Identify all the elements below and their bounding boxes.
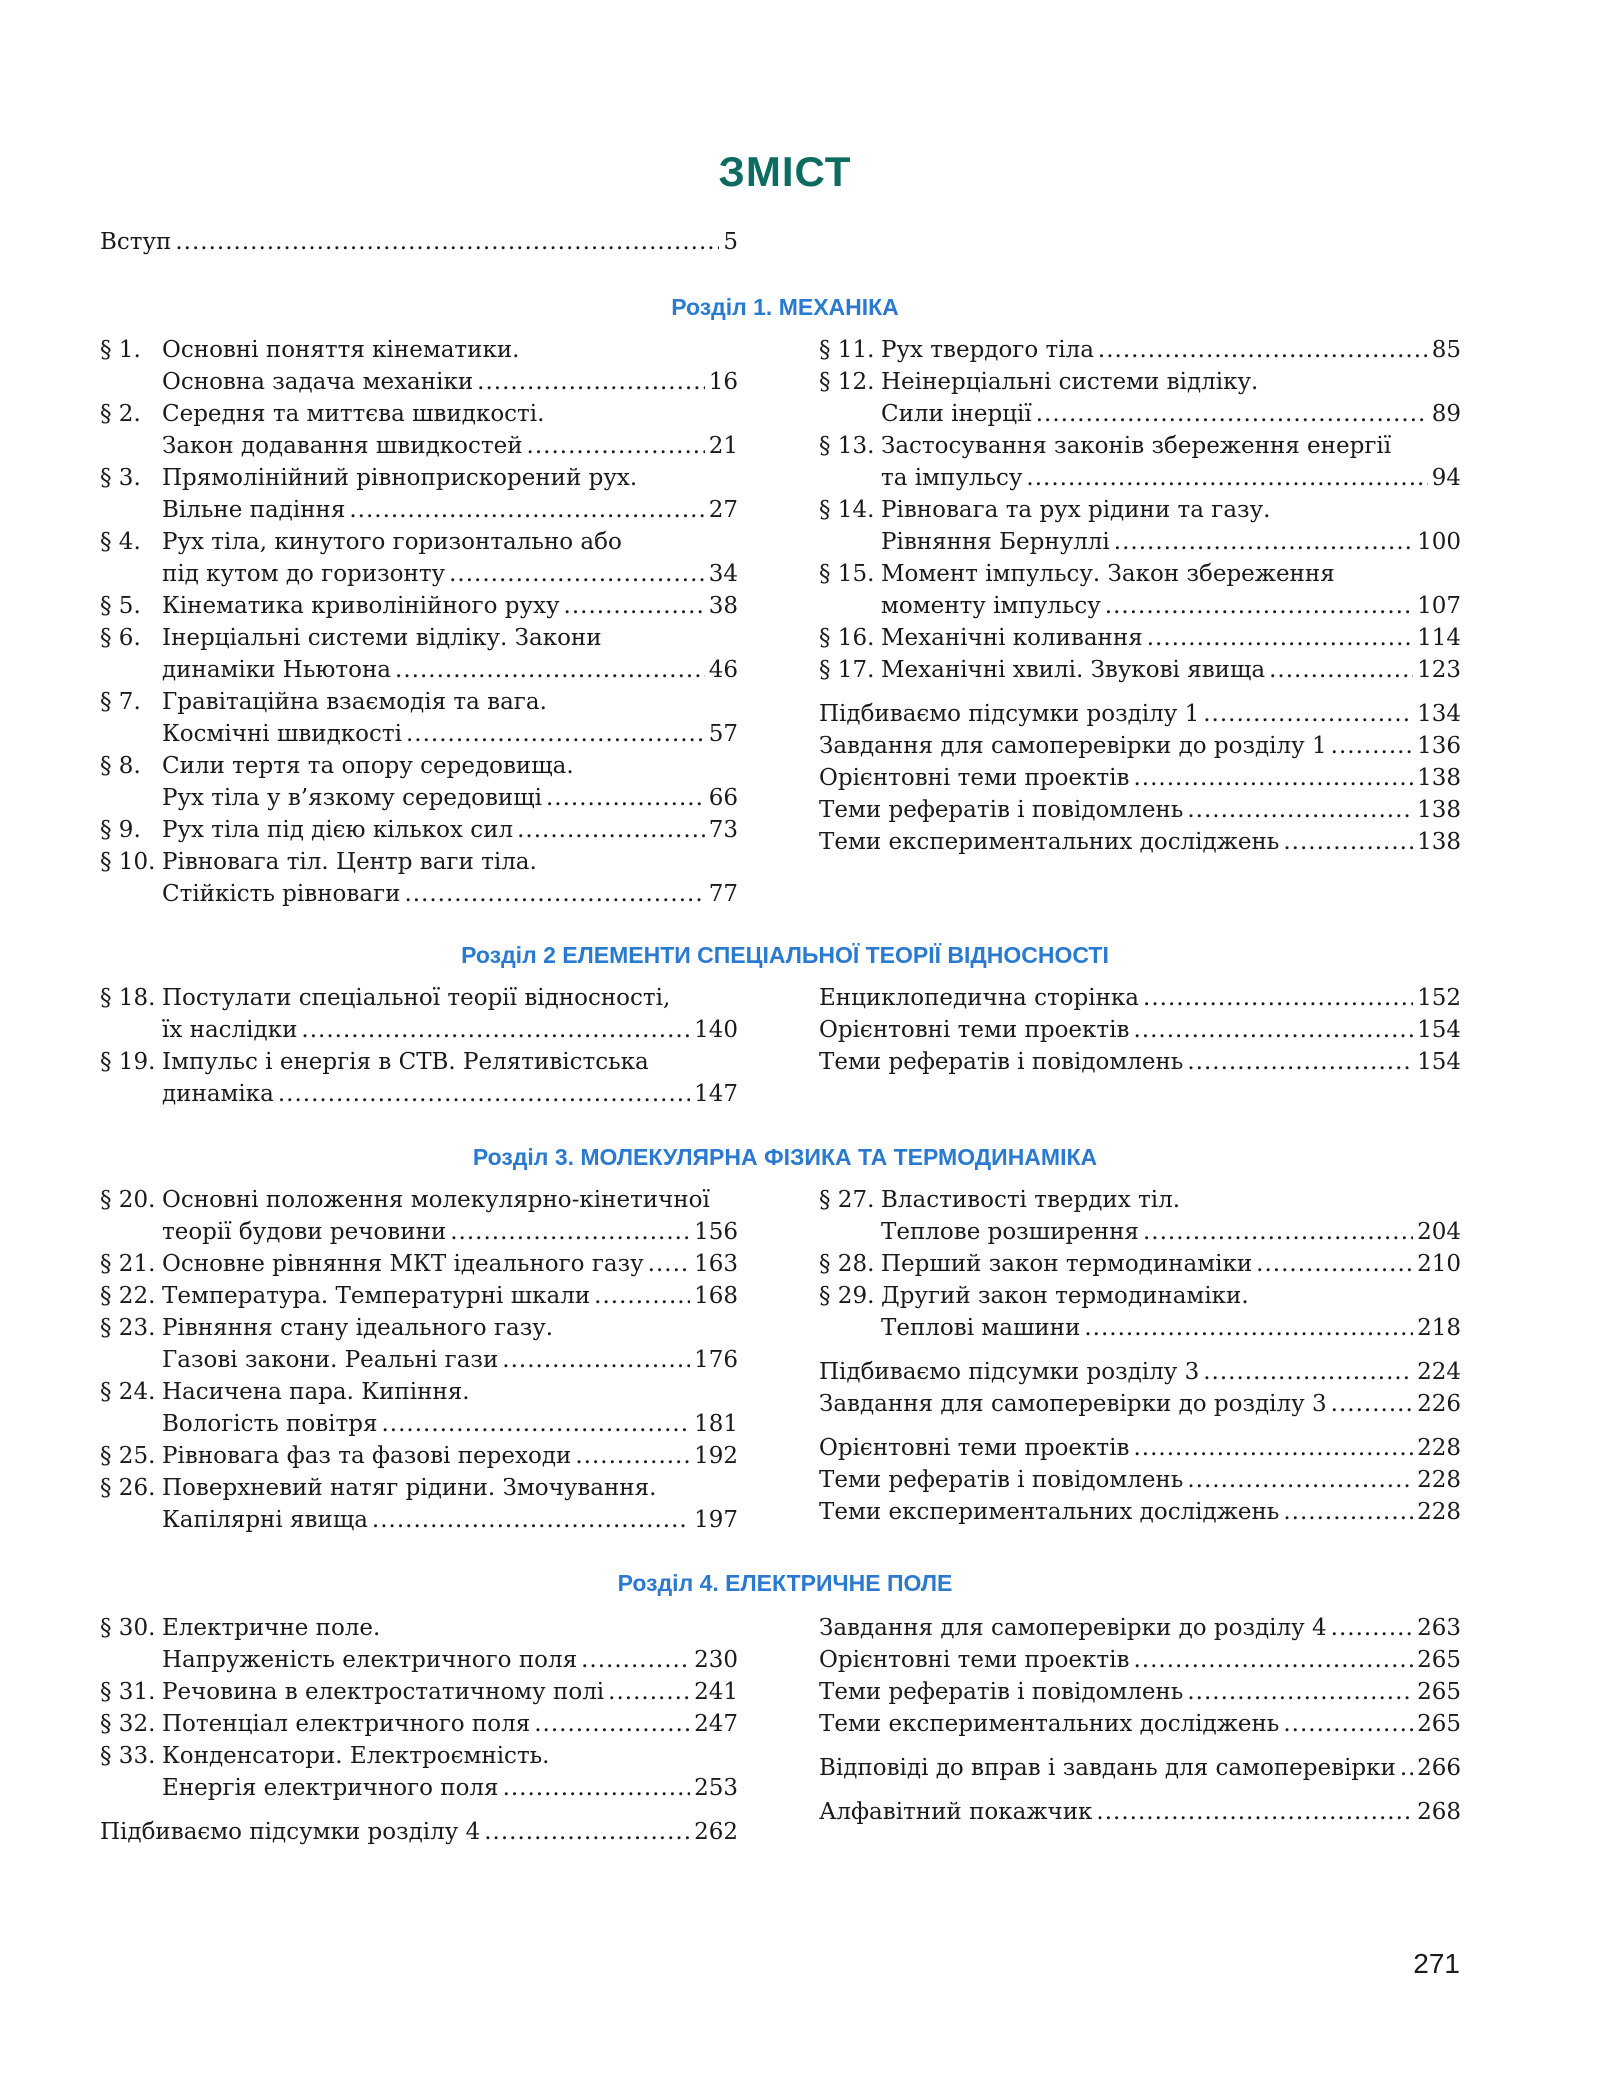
entry-title-line: Конденсатори. Електроємність. [162, 1743, 550, 1769]
entry-page: 147 [694, 1081, 738, 1107]
entry-page: 16 [708, 369, 738, 395]
line-label: Відповіді до вправ і завдань для самоперевірки [819, 1755, 1396, 1781]
section-1-right [819, 334, 1461, 858]
toc-line[interactable] [819, 1464, 1461, 1496]
entry-title-line: Імпульс і енергія в СТВ. Релятивістська [162, 1049, 649, 1075]
line-page: 138 [1417, 829, 1461, 855]
entry-number: § 15. [819, 561, 875, 587]
leader-dots [1187, 794, 1413, 826]
line-page: 224 [1417, 1359, 1461, 1385]
toc-entry[interactable] [100, 334, 738, 398]
line-page: 228 [1417, 1435, 1461, 1461]
entry-page: 163 [694, 1251, 738, 1277]
entry-title-line: Насичена пара. Кипіння. [162, 1379, 470, 1405]
entry-page: 34 [708, 561, 738, 587]
section-1-left [100, 334, 738, 910]
section-3-left [100, 1184, 738, 1536]
toc-line[interactable] [819, 1388, 1461, 1420]
section-heading-3: Розділ 3. МОЛЕКУЛЯРНА ФІЗИКА ТА ТЕРМОДИНАМІКА [472, 1144, 1098, 1170]
line-page: 138 [1417, 765, 1461, 791]
leader-dots [1331, 1388, 1413, 1420]
line-label: Теми рефератів і повідомлень [819, 1679, 1184, 1705]
entry-title-last: Капілярні явища [162, 1507, 368, 1533]
toc-entry[interactable] [100, 1472, 738, 1536]
entry-title-last: Перший закон термодинаміки [881, 1251, 1253, 1277]
entry-title-last: Космічні швидкості [162, 721, 402, 747]
leader-dots [503, 1772, 691, 1804]
entry-page: 140 [694, 1017, 738, 1043]
leader-dots [404, 878, 704, 910]
leader-dots [1084, 1312, 1413, 1344]
entry-number: § 31. [100, 1679, 156, 1705]
entry-number: § 4. [100, 529, 141, 555]
leader-dots [1331, 730, 1413, 762]
toc-entry[interactable] [100, 1708, 738, 1740]
entry-number: § 20. [100, 1187, 156, 1213]
toc-entry[interactable] [819, 430, 1461, 494]
toc-line[interactable] [819, 1046, 1461, 1078]
entry-page: 73 [708, 817, 738, 843]
entry-title-last: Рух тіла під дією кількох сил [162, 817, 514, 843]
entry-title-last: Речовина в електростатичному полі [162, 1679, 605, 1705]
entry-page: 204 [1417, 1219, 1461, 1245]
line-page: 136 [1417, 733, 1461, 759]
line-label: Підбиваємо підсумки розділу 4 [100, 1819, 481, 1845]
entry-title-last: Рух тіла у в’язкому середовищі [162, 785, 542, 811]
leader-dots [1143, 1216, 1413, 1248]
entry-title-last: Теплове розширення [881, 1219, 1139, 1245]
entry-page: 247 [694, 1711, 738, 1737]
line-page: 226 [1417, 1391, 1461, 1417]
entry-title-line: Рівняння стану ідеального газу. [162, 1315, 554, 1341]
toc-entry[interactable] [819, 1248, 1461, 1280]
leader-dots [575, 1440, 690, 1472]
leader-dots [1105, 590, 1413, 622]
entry-page: 27 [708, 497, 738, 523]
toc-line-intro[interactable] [100, 226, 738, 258]
section-3-right [819, 1184, 1461, 1528]
section-2-right [819, 982, 1461, 1078]
entry-title-last: Сили інерції [881, 401, 1032, 427]
leader-dots [1133, 1432, 1413, 1464]
entry-title-line: Другий закон термодинаміки. [881, 1283, 1249, 1309]
leader-dots [1283, 1708, 1413, 1740]
toc-entry[interactable] [819, 334, 1461, 366]
entry-number: § 29. [819, 1283, 875, 1309]
leader-dots [1187, 1676, 1413, 1708]
toc-entry[interactable] [100, 846, 738, 910]
toc-line[interactable] [819, 698, 1461, 730]
entry-title-line: Поверхневий натяг рідини. Змочування. [162, 1475, 657, 1501]
entry-page: 230 [694, 1647, 738, 1673]
leader-dots [564, 590, 705, 622]
line-label: Підбиваємо підсумки розділу 1 [819, 701, 1200, 727]
entry-number: § 18. [100, 985, 156, 1011]
line-label: Завдання для самоперевірки до розділу 1 [819, 733, 1327, 759]
entry-number: § 17. [819, 657, 875, 683]
leader-dots [608, 1676, 690, 1708]
leader-dots [1187, 1464, 1413, 1496]
entry-title-last: Рівняння Бернуллі [881, 529, 1110, 555]
toc-entry[interactable] [100, 1740, 738, 1804]
leader-dots [1036, 398, 1428, 430]
leader-dots [278, 1078, 690, 1110]
toc-entry[interactable] [100, 1046, 738, 1110]
line-label: Теми рефератів і повідомлень [819, 1467, 1184, 1493]
entry-title-last: під кутом до горизонту [162, 561, 446, 587]
entry-number: § 3. [100, 465, 141, 491]
entry-number: § 22. [100, 1283, 156, 1309]
entry-number: § 9. [100, 817, 141, 843]
toc-entry[interactable] [100, 1612, 738, 1676]
entry-title-last: Кінематика криволінійного руху [162, 593, 560, 619]
entry-title-line: Рух тіла, кинутого горизонтально або [162, 529, 622, 555]
section-heading-4: Розділ 4. ЕЛЕКТРИЧНЕ ПОЛЕ [617, 1570, 953, 1596]
leader-dots [1283, 1496, 1413, 1528]
line-page: 268 [1417, 1799, 1461, 1825]
leader-dots [349, 494, 704, 526]
entry-title-line: Основні поняття кінематики. [162, 337, 520, 363]
toc-line[interactable] [819, 1496, 1461, 1528]
leader-dots [594, 1280, 690, 1312]
line-label: Завдання для самоперевірки до розділу 3 [819, 1391, 1327, 1417]
page-number: 271 [1413, 1948, 1460, 1979]
leader-dots [450, 1216, 690, 1248]
entry-number: § 11. [819, 337, 875, 363]
entry-page: 77 [708, 881, 738, 907]
entry-page: 107 [1417, 593, 1461, 619]
toc-line[interactable] [819, 794, 1461, 826]
entry-title-line: Момент імпульсу. Закон збереження [881, 561, 1335, 587]
toc-entry[interactable] [819, 558, 1461, 622]
toc-entry[interactable] [100, 462, 738, 526]
entry-page: 57 [708, 721, 738, 747]
entry-page: 100 [1417, 529, 1461, 555]
entry-title-last: Напруженість електричного поля [162, 1647, 578, 1673]
entry-number: § 32. [100, 1711, 156, 1737]
toc-entry[interactable] [100, 590, 738, 622]
entry-title-last: теорії будови речовини [162, 1219, 447, 1245]
entry-number: § 21. [100, 1251, 156, 1277]
toc-line[interactable] [819, 1752, 1461, 1784]
intro-block [100, 226, 738, 258]
entry-title-last: Механічні коливання [881, 625, 1143, 651]
entry-title-last: динаміки Ньютона [162, 657, 392, 683]
leader-dots [406, 718, 705, 750]
line-page: 265 [1417, 1711, 1461, 1737]
toc-entry[interactable] [100, 982, 738, 1046]
toc-line[interactable] [819, 762, 1461, 794]
entry-number: § 23. [100, 1315, 156, 1341]
entry-number: § 19. [100, 1049, 156, 1075]
leader-dots [372, 1504, 690, 1536]
line-label: Алфавітний покажчик [819, 1799, 1093, 1825]
leader-dots [1133, 1014, 1413, 1046]
toc-entry[interactable] [100, 686, 738, 750]
entry-number: § 10. [100, 849, 156, 875]
toc-line[interactable] [819, 1796, 1461, 1828]
section-heading-2: Розділ 2 ЕЛЕМЕНТИ СПЕЦІАЛЬНОЇ ТЕОРІЇ ВІДНОСНОСТІ [461, 942, 1109, 968]
entry-title-last: Рух твердого тіла [881, 337, 1094, 363]
entry-title-last: Температура. Температурні шкали [162, 1283, 591, 1309]
line-page: 154 [1417, 1049, 1461, 1075]
entry-page: 241 [694, 1679, 738, 1705]
leader-dots [175, 226, 719, 258]
leader-dots [449, 558, 705, 590]
leader-dots [1143, 982, 1413, 1014]
toc-entry[interactable] [100, 398, 738, 462]
leader-dots [502, 1344, 690, 1376]
toc-entry[interactable] [819, 1184, 1461, 1248]
entry-page: 38 [708, 593, 738, 619]
line-page: 263 [1417, 1615, 1461, 1641]
entry-title-last: та імпульсу [881, 465, 1023, 491]
entry-number: § 7. [100, 689, 141, 715]
entry-page: 114 [1417, 625, 1461, 651]
entry-title-last: Вологість повітря [162, 1411, 378, 1437]
leader-dots [1203, 1356, 1413, 1388]
line-label: Теми рефератів і повідомлень [819, 1049, 1184, 1075]
intro-page: 5 [723, 229, 738, 255]
entry-title-line: Сили тертя та опору середовища. [162, 753, 574, 779]
entry-page: 168 [694, 1283, 738, 1309]
entry-title-line: Електричне поле. [162, 1615, 381, 1641]
entry-number: § 28. [819, 1251, 875, 1277]
entry-title-last: Механічні хвилі. Звукові явища [881, 657, 1266, 683]
entry-page: 253 [694, 1775, 738, 1801]
leader-dots [581, 1644, 690, 1676]
toc-entry[interactable] [100, 1440, 738, 1472]
entry-page: 210 [1417, 1251, 1461, 1277]
toc-line[interactable] [819, 1708, 1461, 1740]
leader-dots [1133, 762, 1413, 794]
entry-number: § 33. [100, 1743, 156, 1769]
entry-title-last: Основне рівняння МКТ ідеального газу [162, 1251, 644, 1277]
toc-line[interactable] [819, 1676, 1461, 1708]
line-label: Орієнтовні теми проектів [819, 1435, 1130, 1461]
entry-title-last: моменту імпульсу [881, 593, 1101, 619]
entry-title-last: Енергія електричного поля [162, 1775, 499, 1801]
entry-page: 94 [1431, 465, 1461, 491]
line-label: Теми рефератів і повідомлень [819, 797, 1184, 823]
leader-dots [484, 1816, 690, 1848]
leader-dots [517, 814, 705, 846]
leader-dots [1187, 1046, 1413, 1078]
entry-number: § 5. [100, 593, 141, 619]
leader-dots [1133, 1644, 1413, 1676]
intro-label: Вступ [100, 229, 172, 255]
line-label: Орієнтовні теми проектів [819, 1647, 1130, 1673]
entry-title-last: Теплові машини [881, 1315, 1081, 1341]
toc-entry[interactable] [819, 366, 1461, 430]
leader-dots [1331, 1612, 1413, 1644]
leader-dots [546, 782, 705, 814]
toc-entry[interactable] [100, 1376, 738, 1440]
entry-title-line: Властивості твердих тіл. [881, 1187, 1181, 1213]
leader-dots [1400, 1752, 1413, 1784]
entry-title-line: Основні положення молекулярно-кінетичної [162, 1187, 710, 1213]
toc-line[interactable] [819, 1432, 1461, 1464]
entry-title-last: Стійкість рівноваги [162, 881, 401, 907]
entry-title-line: Інерціальні системи відліку. Закони [162, 625, 602, 651]
entry-title-last: Потенціал електричного поля [162, 1711, 531, 1737]
line-label: Орієнтовні теми проектів [819, 1017, 1130, 1043]
entry-number: § 24. [100, 1379, 156, 1405]
section-4-right [819, 1612, 1461, 1828]
toc-entry[interactable] [100, 1184, 738, 1248]
leader-dots [1256, 1248, 1413, 1280]
leader-dots [534, 1708, 690, 1740]
entry-number: § 6. [100, 625, 141, 651]
leader-dots [1096, 1796, 1413, 1828]
entry-title-last: Закон додавання швидкостей [162, 433, 523, 459]
toc-entry[interactable] [819, 1280, 1461, 1344]
entry-title-last: їх наслідки [162, 1017, 298, 1043]
line-page: 134 [1417, 701, 1461, 727]
section-heading-1: Розділ 1. МЕХАНІКА [671, 294, 899, 320]
leader-dots [1026, 462, 1427, 494]
entry-page: 181 [694, 1411, 738, 1437]
entry-number: § 12. [819, 369, 875, 395]
toc-entry[interactable] [819, 622, 1461, 654]
line-label: Орієнтовні теми проектів [819, 765, 1130, 791]
entry-number: § 1. [100, 337, 141, 363]
entry-page: 89 [1431, 401, 1461, 427]
entry-number: § 14. [819, 497, 875, 523]
entry-title-last: Вільне падіння [162, 497, 346, 523]
line-label: Теми експериментальних досліджень [819, 829, 1280, 855]
entry-number: § 25. [100, 1443, 156, 1469]
toc-line[interactable] [819, 982, 1461, 1014]
leader-dots [1147, 622, 1413, 654]
entry-title-line: Рівновага та рух рідини та газу. [881, 497, 1271, 523]
entry-number: § 2. [100, 401, 141, 427]
line-page: 265 [1417, 1679, 1461, 1705]
entry-page: 123 [1417, 657, 1461, 683]
leader-dots [477, 366, 705, 398]
entry-number: § 26. [100, 1475, 156, 1501]
entry-title-line: Рівновага тіл. Центр ваги тіла. [162, 849, 537, 875]
entry-title-line: Середня та миттєва швидкості. [162, 401, 545, 427]
toc-entry[interactable] [100, 814, 738, 846]
toc-line[interactable] [819, 1612, 1461, 1644]
entry-page: 21 [708, 433, 738, 459]
line-page: 262 [694, 1819, 738, 1845]
toc-entry[interactable] [100, 1676, 738, 1708]
entry-page: 156 [694, 1219, 738, 1245]
leader-dots [1203, 698, 1413, 730]
leader-dots [527, 430, 705, 462]
entry-title-line: Неінерціальні системи відліку. [881, 369, 1259, 395]
toc-entry[interactable] [100, 750, 738, 814]
toc-entry[interactable] [100, 1248, 738, 1280]
entry-title-last: Газові закони. Реальні гази [162, 1347, 499, 1373]
entry-page: 66 [708, 785, 738, 811]
entry-number: § 8. [100, 753, 141, 779]
line-label: Теми експериментальних досліджень [819, 1711, 1280, 1737]
leader-dots [301, 1014, 690, 1046]
line-page: 228 [1417, 1467, 1461, 1493]
page-title: ЗМІСТ [718, 148, 852, 195]
toc-entry[interactable] [819, 654, 1461, 686]
leader-dots [648, 1248, 690, 1280]
toc-line[interactable] [819, 1644, 1461, 1676]
line-page: 152 [1417, 985, 1461, 1011]
entry-page: 218 [1417, 1315, 1461, 1341]
toc-line[interactable] [100, 1816, 738, 1848]
leader-dots [382, 1408, 691, 1440]
entry-number: § 16. [819, 625, 875, 651]
entry-page: 192 [694, 1443, 738, 1469]
line-page: 228 [1417, 1499, 1461, 1525]
entry-page: 46 [708, 657, 738, 683]
toc-line[interactable] [819, 1014, 1461, 1046]
entry-number: § 30. [100, 1615, 156, 1641]
section-2-left [100, 982, 738, 1110]
line-label: Теми експериментальних досліджень [819, 1499, 1280, 1525]
line-page: 266 [1417, 1755, 1461, 1781]
line-page: 138 [1417, 797, 1461, 823]
toc-entry[interactable] [819, 494, 1461, 558]
entry-page: 197 [694, 1507, 738, 1533]
line-label: Підбиваємо підсумки розділу 3 [819, 1359, 1200, 1385]
toc-line[interactable] [819, 826, 1461, 858]
entry-number: § 27. [819, 1187, 875, 1213]
entry-title-line: Застосування законів збереження енергії [881, 433, 1392, 459]
toc-entry[interactable] [100, 1312, 738, 1376]
entry-title-last: Основна задача механіки [162, 369, 474, 395]
leader-dots [1269, 654, 1413, 686]
line-label: Завдання для самоперевірки до розділу 4 [819, 1615, 1327, 1641]
line-page: 154 [1417, 1017, 1461, 1043]
entry-title-last: Рівновага фаз та фазові переходи [162, 1443, 572, 1469]
section-4-left [100, 1612, 738, 1848]
leader-dots [1098, 334, 1428, 366]
toc-line[interactable] [819, 730, 1461, 762]
entry-title-last: динаміка [162, 1081, 274, 1107]
toc-line[interactable] [819, 1356, 1461, 1388]
leader-dots [1114, 526, 1413, 558]
entry-title-line: Прямолінійний рівноприскорений рух. [162, 465, 638, 491]
entry-number: § 13. [819, 433, 875, 459]
entry-page: 85 [1431, 337, 1461, 363]
line-label: Енциклопедична сторінка [819, 985, 1140, 1011]
toc-entry[interactable] [100, 622, 738, 686]
leader-dots [1283, 826, 1413, 858]
toc-entry[interactable] [100, 526, 738, 590]
entry-title-line: Постулати спеціальної теорії відносності, [162, 985, 671, 1011]
entry-title-line: Гравітаційна взаємодія та вага. [162, 689, 547, 715]
line-page: 265 [1417, 1647, 1461, 1673]
entry-page: 176 [694, 1347, 738, 1373]
leader-dots [395, 654, 705, 686]
toc-entry[interactable] [100, 1280, 738, 1312]
